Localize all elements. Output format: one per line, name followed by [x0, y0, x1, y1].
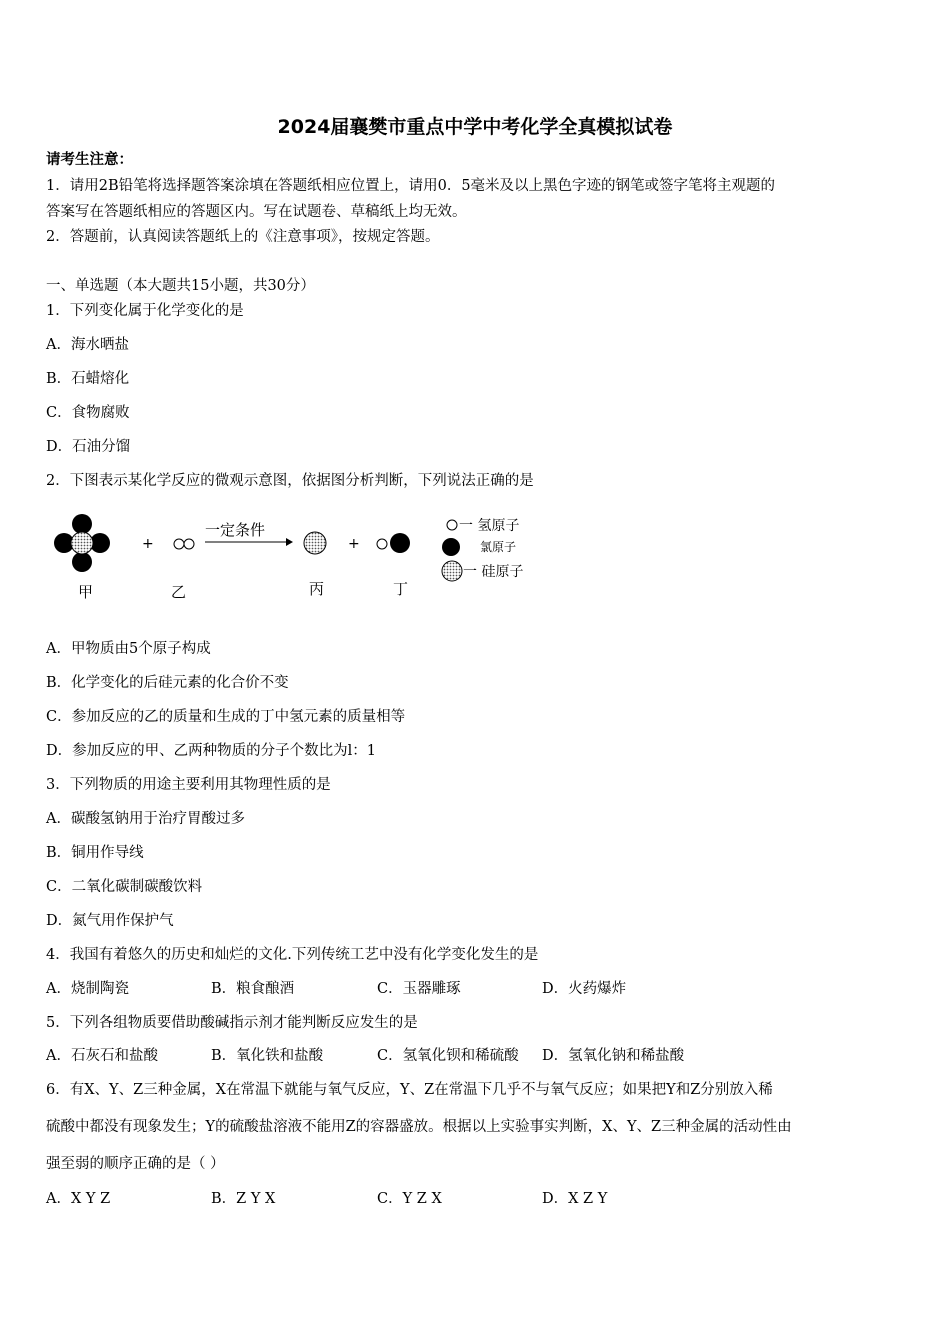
label-yi: 乙 — [171, 583, 187, 601]
q1-option-b: B．石蜡熔化 — [46, 371, 130, 387]
q6-stem-line-2: 硫酸中都没有现象发生；Y的硫酸盐溶液不能用Z的容器盛放。根据以上实验事实判断，X、Y、Z三种金属的活动性由 — [46, 1119, 792, 1135]
label-bing: 丙 — [309, 580, 325, 598]
notice-heading: 请考生注意： — [46, 151, 133, 168]
q3-stem: 3．下列物质的用途主要利用其物理性质的是 — [46, 777, 331, 793]
q5-stem: 5．下列各组物质要借助酸碱指示剂才能判断反应发生的是 — [46, 1015, 418, 1031]
q2-stem: 2．下图表示某化学反应的微观示意图，依据图分析判断，下列说法正确的是 — [46, 473, 534, 489]
q2-option-d: D．参加反应的甲、乙两种物质的分子个数比为l：1 — [46, 743, 376, 759]
q6-option-c: C．Y Z X — [377, 1191, 442, 1207]
plus-sign-1: + — [142, 536, 154, 552]
q6-option-b: B．Z Y X — [211, 1191, 276, 1207]
q5-option-b: B．氧化铁和盐酸 — [211, 1048, 324, 1064]
q5-option-c: C．氢氧化钡和稀硫酸 — [377, 1048, 519, 1064]
q5-option-a: A．石灰石和盐酸 — [46, 1048, 158, 1064]
legend-chlorine: 氯原子 — [480, 540, 517, 554]
q1-option-c: C．食物腐败 — [46, 405, 130, 421]
q1-stem: 1．下列变化属于化学变化的是 — [46, 303, 244, 319]
notice-item-1-cont: 答案写在答题纸相应的答题区内。写在试题卷、草稿纸上均无效。 — [46, 204, 467, 220]
q4-option-d: D．火药爆炸 — [542, 981, 627, 997]
q4-stem: 4．我国有着悠久的历史和灿烂的文化.下列传统工艺中没有化学变化发生的是 — [46, 947, 539, 963]
reaction-diagram — [50, 505, 550, 610]
q2-option-b: B．化学变化的后硅元素的化合价不变 — [46, 675, 289, 691]
q1-option-d: D．石油分馏 — [46, 439, 131, 455]
molecule-jia — [54, 514, 110, 572]
silicon-atom-icon — [442, 561, 462, 581]
molecule-yi — [174, 539, 194, 549]
chlorine-atom-icon — [442, 538, 460, 556]
section-heading: 一、单选题（本大题共15小题，共30分） — [46, 278, 315, 294]
hydrogen-atom-icon — [447, 520, 457, 530]
q4-option-a: A．烧制陶瓷 — [46, 981, 129, 997]
label-jia: 甲 — [78, 583, 94, 601]
q2-option-a: A．甲物质由5个原子构成 — [46, 641, 211, 657]
q3-option-b: B．铜用作导线 — [46, 845, 144, 861]
q3-option-a: A．碳酸氢钠用于治疗胃酸过多 — [46, 811, 245, 827]
label-ding: 丁 — [393, 580, 409, 598]
q4-option-c: C．玉器雕琢 — [377, 981, 461, 997]
q5-option-d: D．氢氧化钠和稀盐酸 — [542, 1048, 685, 1064]
q2-option-c: C．参加反应的乙的质量和生成的丁中氢元素的质量相等 — [46, 709, 406, 725]
reaction-condition: 一定条件 — [205, 521, 266, 539]
q1-option-a: A．海水晒盐 — [46, 337, 129, 353]
q6-stem-line-3: 强至弱的顺序正确的是（ ） — [46, 1156, 225, 1172]
molecule-bing — [304, 532, 326, 554]
q3-option-c: C．二氧化碳制碳酸饮料 — [46, 879, 203, 895]
q3-option-d: D．氮气用作保护气 — [46, 913, 174, 929]
legend-silicon: 一 硅原子 — [463, 564, 524, 580]
page-title: 2024届襄樊市重点中学中考化学全真模拟试卷 — [277, 116, 673, 138]
q6-option-d: D．X Z Y — [542, 1191, 608, 1207]
notice-item-2: 2．答题前，认真阅读答题纸上的《注意事项》，按规定答题。 — [46, 229, 440, 245]
plus-sign-2: + — [348, 536, 360, 552]
q6-stem-line-1: 6．有X、Y、Z三种金属，X在常温下就能与氧气反应，Y、Z在常温下几乎不与氧气反应；如果把Y和Z分别放入稀 — [46, 1082, 773, 1098]
notice-item-1: 1．请用2B铅笔将选择题答案涂填在答题纸相应位置上，请用0．5毫米及以上黑色字迹的钢笔或签字笔将主观题的 — [46, 178, 776, 194]
q6-option-a: A．X Y Z — [46, 1191, 111, 1207]
molecule-ding — [377, 533, 410, 553]
arrow-head-icon — [286, 538, 293, 546]
legend — [442, 518, 523, 581]
q4-option-b: B．粮食酿酒 — [211, 981, 295, 997]
legend-hydrogen: 一 氢原子 — [459, 518, 520, 534]
